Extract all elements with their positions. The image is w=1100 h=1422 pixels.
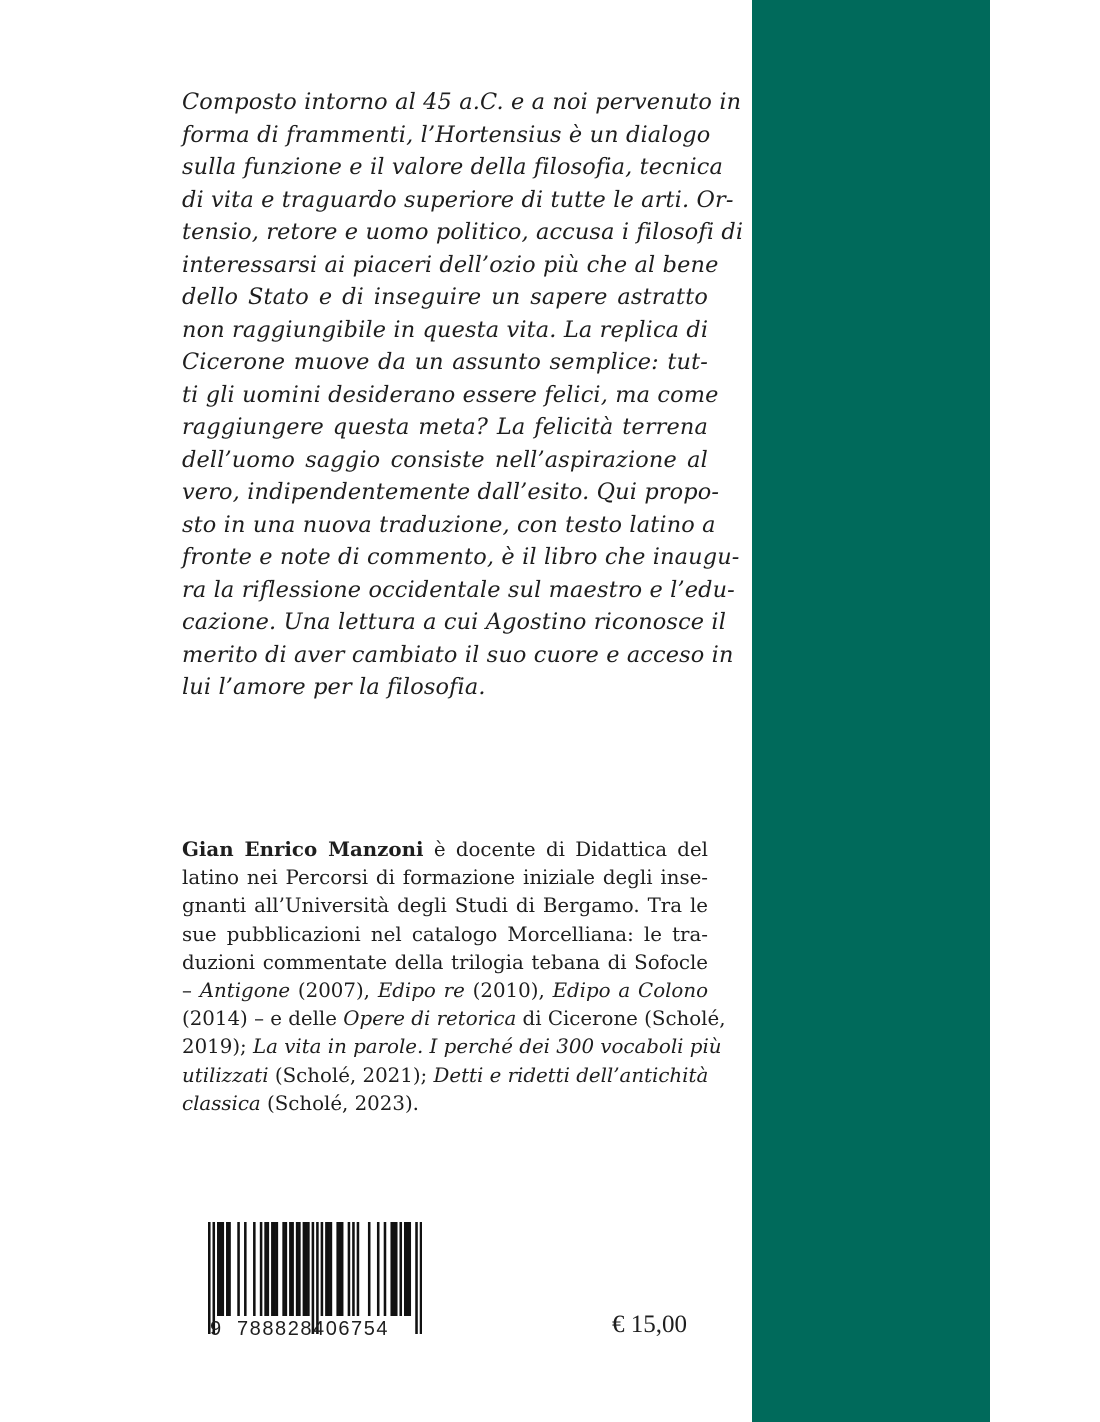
barcode-bar <box>339 1222 342 1316</box>
blurb-line: dell’uomo saggio consiste nell’aspirazione al <box>182 446 708 473</box>
blurb-line: lui l’amore per la filosofia. <box>182 674 486 700</box>
blurb-line: sto in una nuova traduzione, con testo latino a <box>182 511 716 538</box>
barcode-bar <box>291 1222 294 1316</box>
bio-line: (2014) – e delle Opere di retorica di Cicerone (Scholé, <box>182 1007 726 1031</box>
barcode-bar <box>271 1222 274 1316</box>
barcode-bar <box>404 1222 407 1316</box>
barcode-bar <box>408 1222 411 1316</box>
barcode-bar <box>289 1222 292 1316</box>
bio-line: gnanti all’Università degli Studi di Bergamo. Tra le <box>182 894 708 918</box>
blurb-line: Cicerone muove da un assunto semplice: tut- <box>182 349 708 375</box>
barcode-bar <box>406 1222 409 1316</box>
barcode-bar <box>377 1222 380 1316</box>
barcode-bar <box>330 1222 333 1316</box>
barcode-bar <box>260 1222 263 1316</box>
barcode-bar <box>282 1222 285 1316</box>
barcode-bar <box>226 1222 229 1316</box>
blurb-line: ra la riflessione occidentale sul maestro e l’edu- <box>182 576 735 603</box>
barcode-bar <box>285 1222 288 1316</box>
author-bio <box>182 835 726 1118</box>
blurb-line: dello Stato e di inseguire un sapere astratto <box>182 284 708 310</box>
blurb-line: non raggiungibile in questa vita. La replica di <box>182 316 709 343</box>
barcode-bar <box>357 1222 360 1316</box>
barcode-bar <box>244 1222 247 1316</box>
blurb-text <box>182 86 744 704</box>
barcode-bar <box>352 1222 355 1316</box>
price: € 15,00 <box>612 1311 687 1338</box>
barcode-bar <box>296 1222 299 1316</box>
barcode-bar <box>305 1222 308 1316</box>
barcode-bar <box>219 1222 222 1316</box>
blurb-line: vero, indipendentemente dall’esito. Qui propo- <box>182 479 720 505</box>
barcode-bar <box>303 1222 306 1316</box>
barcode-bar <box>253 1222 256 1316</box>
blurb-line: forma di frammenti, l’Hortensius è un dialogo <box>182 121 711 148</box>
barcode-bar <box>276 1222 279 1316</box>
blurb-line: sulla funzione e il valore della filosofia, tecnica <box>182 154 723 180</box>
barcode-bar <box>368 1222 371 1316</box>
bio-line: utilizzati (Scholé, 2021); Detti e ridetti dell’antichità <box>182 1063 709 1087</box>
blurb-line: merito di aver cambiato il suo cuore e acceso in <box>182 641 734 668</box>
barcode-bar <box>222 1222 225 1316</box>
barcode-bar <box>264 1222 267 1316</box>
bio-line: duzioni commentate della trilogia tebana di Sofocle <box>182 950 708 974</box>
barcode-bar <box>298 1222 301 1316</box>
barcode-bar <box>341 1222 344 1316</box>
bio-line: sue pubblicazioni nel catalogo Morcelliana: le tra- <box>182 922 708 946</box>
barcode-bar <box>237 1222 240 1316</box>
barcode-bar <box>267 1222 270 1316</box>
barcode-bar <box>420 1222 422 1334</box>
barcode-bar <box>384 1222 387 1316</box>
bio-line: latino nei Percorsi di formazione iniziale degli inse- <box>182 866 708 890</box>
cover-color-band <box>752 0 990 1422</box>
barcode-bar <box>307 1222 310 1316</box>
author-name: Gian Enrico Manzoni <box>182 837 424 861</box>
barcode-bar <box>395 1222 398 1316</box>
blurb-line: tensio, retore e uomo politico, accusa i filosofi di <box>182 219 744 245</box>
barcode-bar <box>415 1222 418 1334</box>
barcode-first-digit: 9 <box>210 1318 222 1340</box>
blurb-line: cazione. Una lettura a cui Agostino riconosce il <box>182 609 727 635</box>
blurb-line: Composto intorno al 45 a.C. e a noi pervenuto in <box>182 89 742 115</box>
blurb-line: raggiungere questa meta? La felicità terrena <box>182 414 708 440</box>
barcode-bar <box>321 1222 324 1316</box>
barcode-bar <box>325 1222 328 1316</box>
barcode-bar <box>399 1222 402 1316</box>
bio-line: Gian Enrico Manzoni è docente di Didattica del <box>182 837 709 861</box>
barcode-bar <box>393 1222 396 1316</box>
blurb-line: fronte e note di commento, è il libro che inaugu- <box>182 544 740 570</box>
barcode-digits: 788828406754 <box>237 1318 390 1340</box>
barcode-bar <box>217 1222 220 1316</box>
bio-line: classica (Scholé, 2023). <box>182 1091 419 1115</box>
barcode-bar <box>273 1222 276 1316</box>
blurb-line: di vita e traguardo superiore di tutte le arti. Or- <box>182 186 734 213</box>
bio-line: – Antigone (2007), Edipo re (2010), Edipo a Colono <box>182 979 708 1003</box>
blurb-line: interessarsi ai piaceri dell’ozio più che al bene <box>182 251 719 278</box>
barcode-bar <box>327 1222 330 1316</box>
barcode-bar <box>390 1222 393 1316</box>
barcode-bar <box>228 1222 231 1316</box>
barcode-bar <box>336 1222 339 1316</box>
barcode-bar <box>348 1222 351 1316</box>
blurb-line: ti gli uomini desiderano essere felici, ma come <box>182 381 719 408</box>
bio-line: 2019); La vita in parole. I perché dei 300 vocaboli più <box>182 1035 722 1059</box>
